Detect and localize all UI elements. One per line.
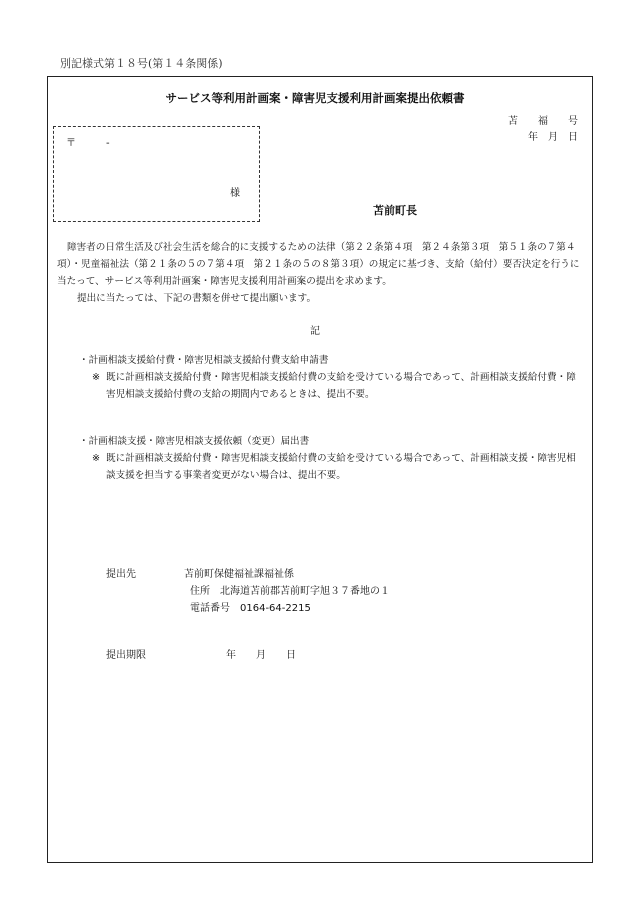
note-mark: ※: [92, 372, 101, 383]
required-document-2: ・計画相談支援・障害児相談支援依頼（変更）届出書: [79, 436, 310, 447]
required-document-2-note: [92, 450, 584, 484]
postal-code-field: 〒 -: [66, 138, 110, 149]
body-paragraph-1: 障害者の日常生活及び社会生活を総合的に支援するための法律（第２２条第４項 第２４条第３項 第５１条の７第４項）・児童福祉法（第２１条の５の７第４項 第２１条の５の８第３項）の規定に基づき、支給（給付）要否決定を行うに当たって、サービス等利用計画案・障害児支援利用計画案の提出を求めます。: [57, 242, 580, 287]
deadline-date: 年 月 日: [226, 650, 296, 661]
sender-name: 苫前町長: [373, 204, 417, 217]
form-number: 別記様式第１８号(第１４条関係): [60, 57, 223, 70]
submission-address: 住所 北海道苫前郡苫前町字旭３７番地の１: [190, 586, 390, 597]
document-number: 苫 福 号: [508, 116, 578, 127]
body-paragraph-2: 提出に当たっては、下記の書類を併せて提出願います。: [77, 293, 317, 304]
submission-label: 提出先: [106, 569, 136, 580]
submission-phone: 電話番号 0164-64-2215: [190, 603, 311, 614]
submission-office: 苫前町保健福祉課福祉係: [184, 569, 294, 580]
required-document-1-note: [92, 369, 584, 403]
addressee-honorific: 様: [230, 188, 240, 199]
required-document-1: ・計画相談支援給付費・障害児相談支援給付費支給申請書: [79, 355, 329, 366]
ki-heading: 記: [310, 326, 320, 337]
deadline-label: 提出期限: [106, 650, 146, 661]
note-mark: ※: [92, 453, 101, 464]
note-text: 既に計画相談支援給付費・障害児相談支援給付費の支給を受けている場合であって、計画相談支援給付費・障害児相談支援給付費の支給の期間内であるときは、提出不要。: [106, 372, 576, 400]
note-text: 既に計画相談支援給付費・障害児相談支援給付費の支給を受けている場合であって、計画相談支援・障害児相談支援を担当する事業者変更がない場合は、提出不要。: [106, 453, 576, 481]
document-title: サービス等利用計画案・障害児支援利用計画案提出依頼書: [165, 91, 465, 105]
issue-date: 年 月 日: [528, 132, 578, 143]
